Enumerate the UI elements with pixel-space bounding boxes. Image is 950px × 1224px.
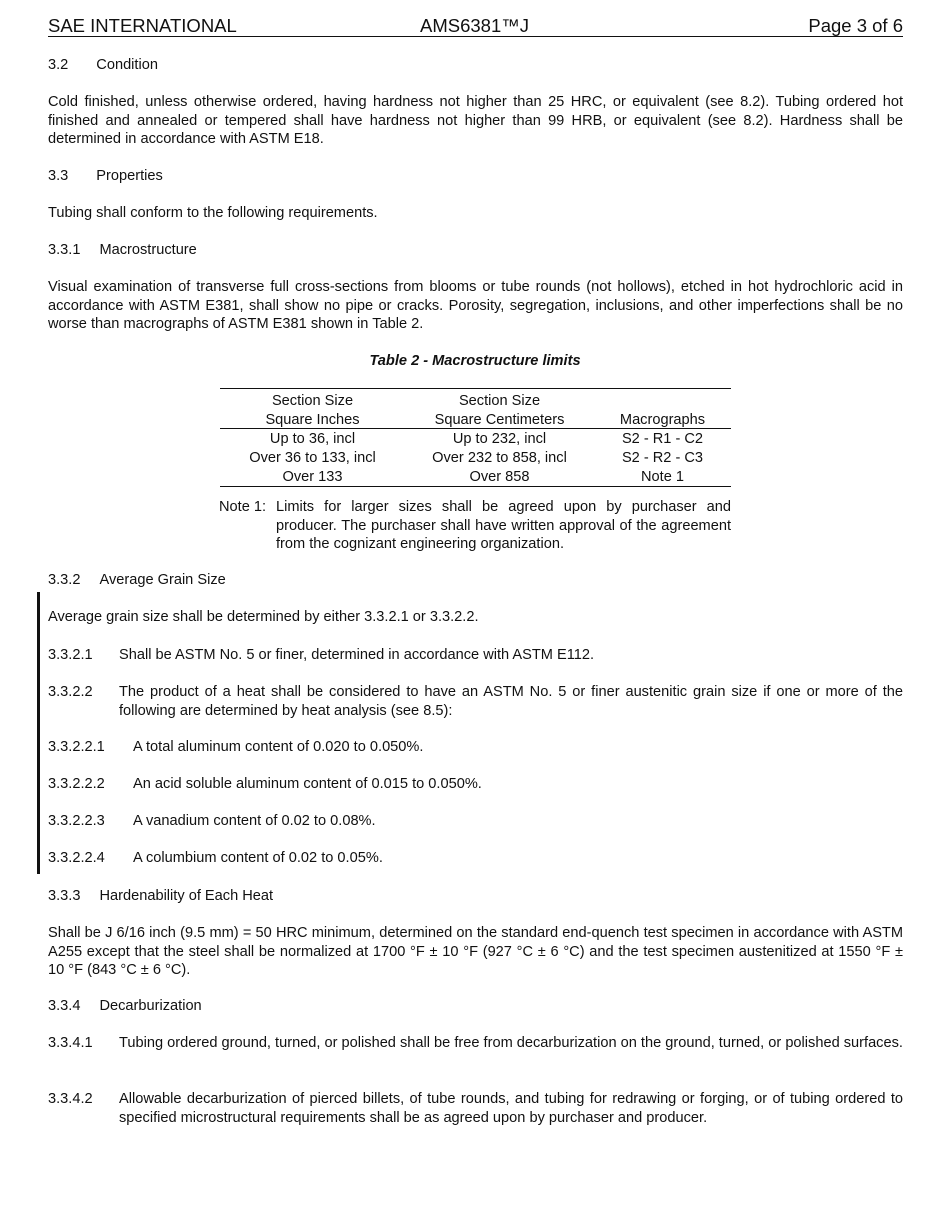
section-text: A columbium content of 0.02 to 0.05%. [133, 850, 383, 866]
table-cell: S2 - R1 - C2 [621, 431, 704, 447]
revision-change-bar [37, 592, 40, 874]
page-header [48, 16, 903, 37]
section-3-3-1-text: Visual examination of transverse full cross-sections from blooms or tube rounds (not hollows), etched in hot hydrochloric acid in accordance with ASTM E381, shall show no pipe or cracks. Porosity, segregation, inclusions, and other imperfections shall be no worse than macrographs of ASTM E381 shown in Table 2. [48, 279, 903, 332]
section-number: 3.3.4.1 [48, 1035, 93, 1051]
section-title: Properties [96, 168, 163, 184]
header-col2-line2: Square Centimeters [434, 412, 565, 428]
section-number: 3.3.2.2.2 [48, 776, 105, 792]
section-number: 3.3.2.2.4 [48, 850, 105, 866]
section-text: Tubing ordered ground, turned, or polished shall be free from decarburization on the ground, turned, or polished surfaces. [119, 1035, 903, 1051]
header-org: SAE INTERNATIONAL [48, 15, 237, 36]
header-page-number: Page 3 of 6 [808, 15, 903, 36]
header-col2-line1: Section Size [458, 393, 541, 409]
section-text: An acid soluble aluminum content of 0.015 to 0.050%. [133, 776, 482, 792]
section-3-3-3-heading [48, 887, 273, 906]
section-3-3-heading [48, 167, 163, 186]
section-text: A vanadium content of 0.02 to 0.08%. [133, 813, 376, 829]
table-cell: Note 1 [641, 469, 684, 485]
table-cell: Over 133 [282, 469, 343, 485]
section-number: 3.3 [48, 168, 69, 184]
section-number: 3.3.2.2 [48, 684, 93, 700]
table-cell: Over 858 [469, 469, 530, 485]
section-text: Allowable decarburization of pierced billets, of tube rounds, and tubing for redrawing or forging, or of tubing ordered to specified microstructural requirements shall be as agreed upon by purchaser and producer. [119, 1091, 903, 1126]
section-3-3-text: Tubing shall conform to the following requirements. [48, 205, 378, 221]
section-number: 3.2 [48, 57, 69, 73]
section-3-3-2-heading [48, 571, 226, 590]
table-cell: Up to 232, incl [452, 431, 547, 447]
header-col3: Macrographs [619, 412, 706, 428]
section-text: The product of a heat shall be considered to have an ASTM No. 5 or finer austenitic grain size if one or more of the following are determined by heat analysis (see 8.5): [119, 684, 903, 719]
section-number: 3.3.2.2.3 [48, 813, 105, 829]
header-col1-line1: Section Size [271, 393, 354, 409]
section-number: 3.3.2.1 [48, 647, 93, 663]
section-title: Hardenability of Each Heat [99, 888, 274, 904]
section-3-2-heading [48, 56, 158, 75]
section-title: Macrostructure [99, 242, 197, 258]
section-number: 3.3.2 [48, 572, 81, 588]
table-top-rule [220, 388, 731, 389]
section-3-3-3-text: Shall be J 6/16 inch (9.5 mm) = 50 HRC minimum, determined on the standard end-quench test specimen in accordance with ASTM A255 except that the steel shall be normalized at 1700 °F ± 10 °F (927 °C ± 6 °C) and the test specimen austenitized at 1550 °F ± 10 °F (843 °C ± 6 °C). [48, 925, 903, 978]
section-number: 3.3.3 [48, 888, 81, 904]
section-text: A total aluminum content of 0.020 to 0.050%. [133, 739, 424, 755]
section-number: 3.3.2.2.1 [48, 739, 105, 755]
section-number: 3.3.4.2 [48, 1091, 93, 1107]
header-doc-number: AMS6381™J [420, 15, 529, 36]
section-3-2-text: Cold finished, unless otherwise ordered, having hardness not higher than 25 HRC, or equivalent (see 8.2). Tubing ordered hot finished and annealed or tempered shall have hardness not higher than 99 HRB, or equivalent (see 8.2). Hardness shall be determined in accordance with ASTM E18. [48, 94, 903, 147]
section-3-3-1-heading [48, 241, 197, 260]
section-title: Decarburization [99, 998, 202, 1014]
section-number: 3.3.1 [48, 242, 81, 258]
note-label: Note 1: [219, 499, 267, 515]
note-text: Limits for larger sizes shall be agreed upon by purchaser and producer. The purchaser shall have written approval of the agreement from the cognizant engineering organization. [276, 499, 731, 552]
section-3-3-4-heading [48, 997, 202, 1016]
table-cell: Over 232 to 858, incl [432, 450, 567, 466]
section-text: Shall be ASTM No. 5 or finer, determined in accordance with ASTM E112. [119, 647, 595, 663]
table-title: Table 2 - Macrostructure limits [369, 353, 581, 369]
table-cell: Up to 36, incl [269, 431, 356, 447]
section-title: Condition [96, 57, 158, 73]
table-cell: S2 - R2 - C3 [621, 450, 704, 466]
table-bottom-rule [220, 486, 731, 487]
section-3-3-2-text: Average grain size shall be determined by either 3.3.2.1 or 3.3.2.2. [48, 609, 479, 625]
table-header-rule [220, 428, 731, 429]
table-cell: Over 36 to 133, incl [249, 450, 376, 466]
header-col1-line2: Square Inches [265, 412, 360, 428]
section-title: Average Grain Size [99, 572, 226, 588]
section-number: 3.3.4 [48, 998, 81, 1014]
